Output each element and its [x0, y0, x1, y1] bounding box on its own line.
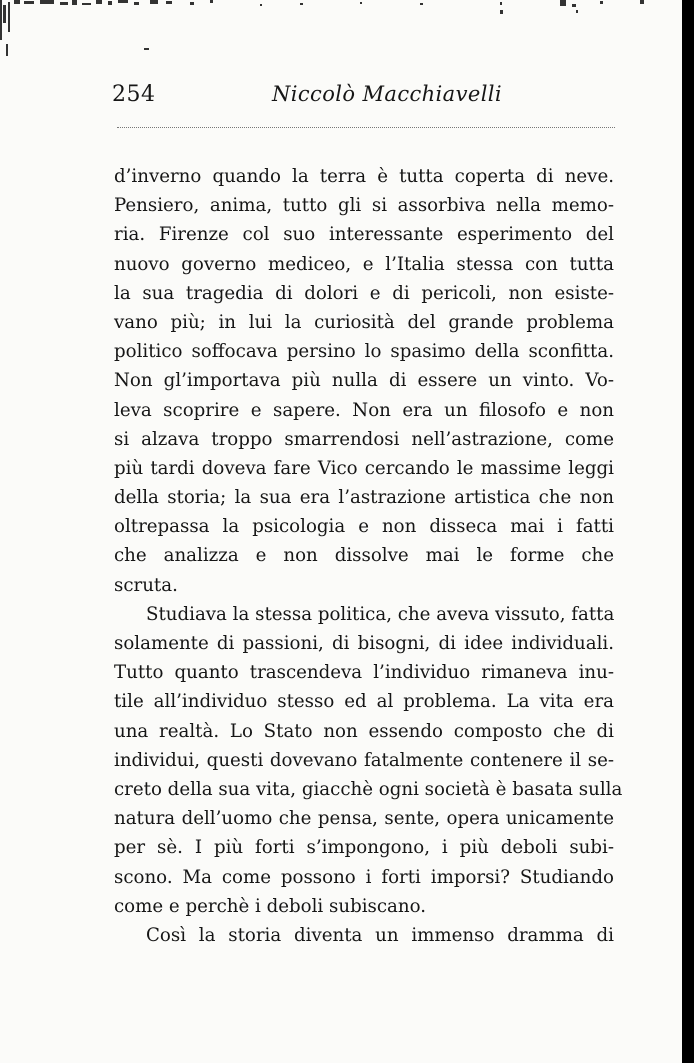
- text-line: per sè. I più forti s’impongono, i più deboli subi-: [114, 837, 614, 859]
- text-line: individui, questi dovevano fatalmente contenere il se-: [114, 749, 614, 771]
- scan-right-border: [682, 0, 694, 1063]
- text-line: nuovo governo mediceo, e l’Italia stessa con tutta: [114, 253, 614, 275]
- text-line: ria. Firenze col suo interessante esperimento del: [114, 224, 614, 246]
- text-line: creto della sua vita, giacchè ogni società è basata sulla: [114, 778, 623, 800]
- text-line: leva scoprire e sapere. Non era un filosofo e non: [114, 399, 614, 421]
- text-line: la sua tragedia di dolori e di pericoli, non esiste-: [114, 282, 614, 304]
- scan-noise-top: [0, 0, 694, 70]
- text-line: si alzava troppo smarrendosi nell’astrazione, come: [114, 428, 614, 450]
- page-header: [112, 82, 616, 112]
- text-line: Non gl’importava più nulla di essere un vinto. Vo-: [114, 370, 614, 392]
- header-rule: [117, 127, 615, 128]
- paragraph-start-line: Così la storia diventa un immenso dramma di: [146, 924, 614, 946]
- text-line: più tardi doveva fare Vico cercando le massime leggi: [114, 457, 614, 479]
- text-line: natura dell’uomo che pensa, sente, opera unicamente: [114, 808, 614, 830]
- text-line: tile all’individuo stesso ed al problema. La vita era: [114, 691, 614, 713]
- text-line: Tutto quanto trascendeva l’individuo rimaneva inu-: [114, 662, 614, 684]
- paragraph-end-line: scruta.: [114, 574, 178, 596]
- body-text: [114, 162, 623, 950]
- text-line: della storia; la sua era l’astrazione artistica che non: [114, 487, 614, 509]
- page-number: 254: [112, 82, 156, 107]
- text-line: Pensiero, anima, tutto gli si assorbiva nella memo-: [114, 195, 614, 217]
- text-line: scono. Ma come possono i forti imporsi? Studiando: [114, 866, 614, 888]
- running-head: Niccolò Macchiavelli: [272, 82, 503, 106]
- text-line: una realtà. Lo Stato non essendo composto che di: [114, 720, 614, 742]
- text-line: oltrepassa la psicologia e non disseca mai i fatti: [114, 516, 614, 538]
- text-line: solamente di passioni, di bisogni, di idee individuali.: [114, 633, 614, 654]
- text-line: vano più; in lui la curiosità del grande problema: [114, 311, 614, 333]
- text-line: d’inverno quando la terra è tutta coperta di neve.: [114, 166, 614, 187]
- text-line: politico soffocava persino lo spasimo della sconfitta.: [114, 341, 614, 363]
- paragraph-end-line: come e perchè i deboli subiscano.: [114, 895, 427, 917]
- text-line: che analizza e non dissolve mai le forme che: [114, 545, 614, 567]
- paragraph-start-line: Studiava la stessa politica, che aveva vissuto, fatta: [146, 603, 615, 625]
